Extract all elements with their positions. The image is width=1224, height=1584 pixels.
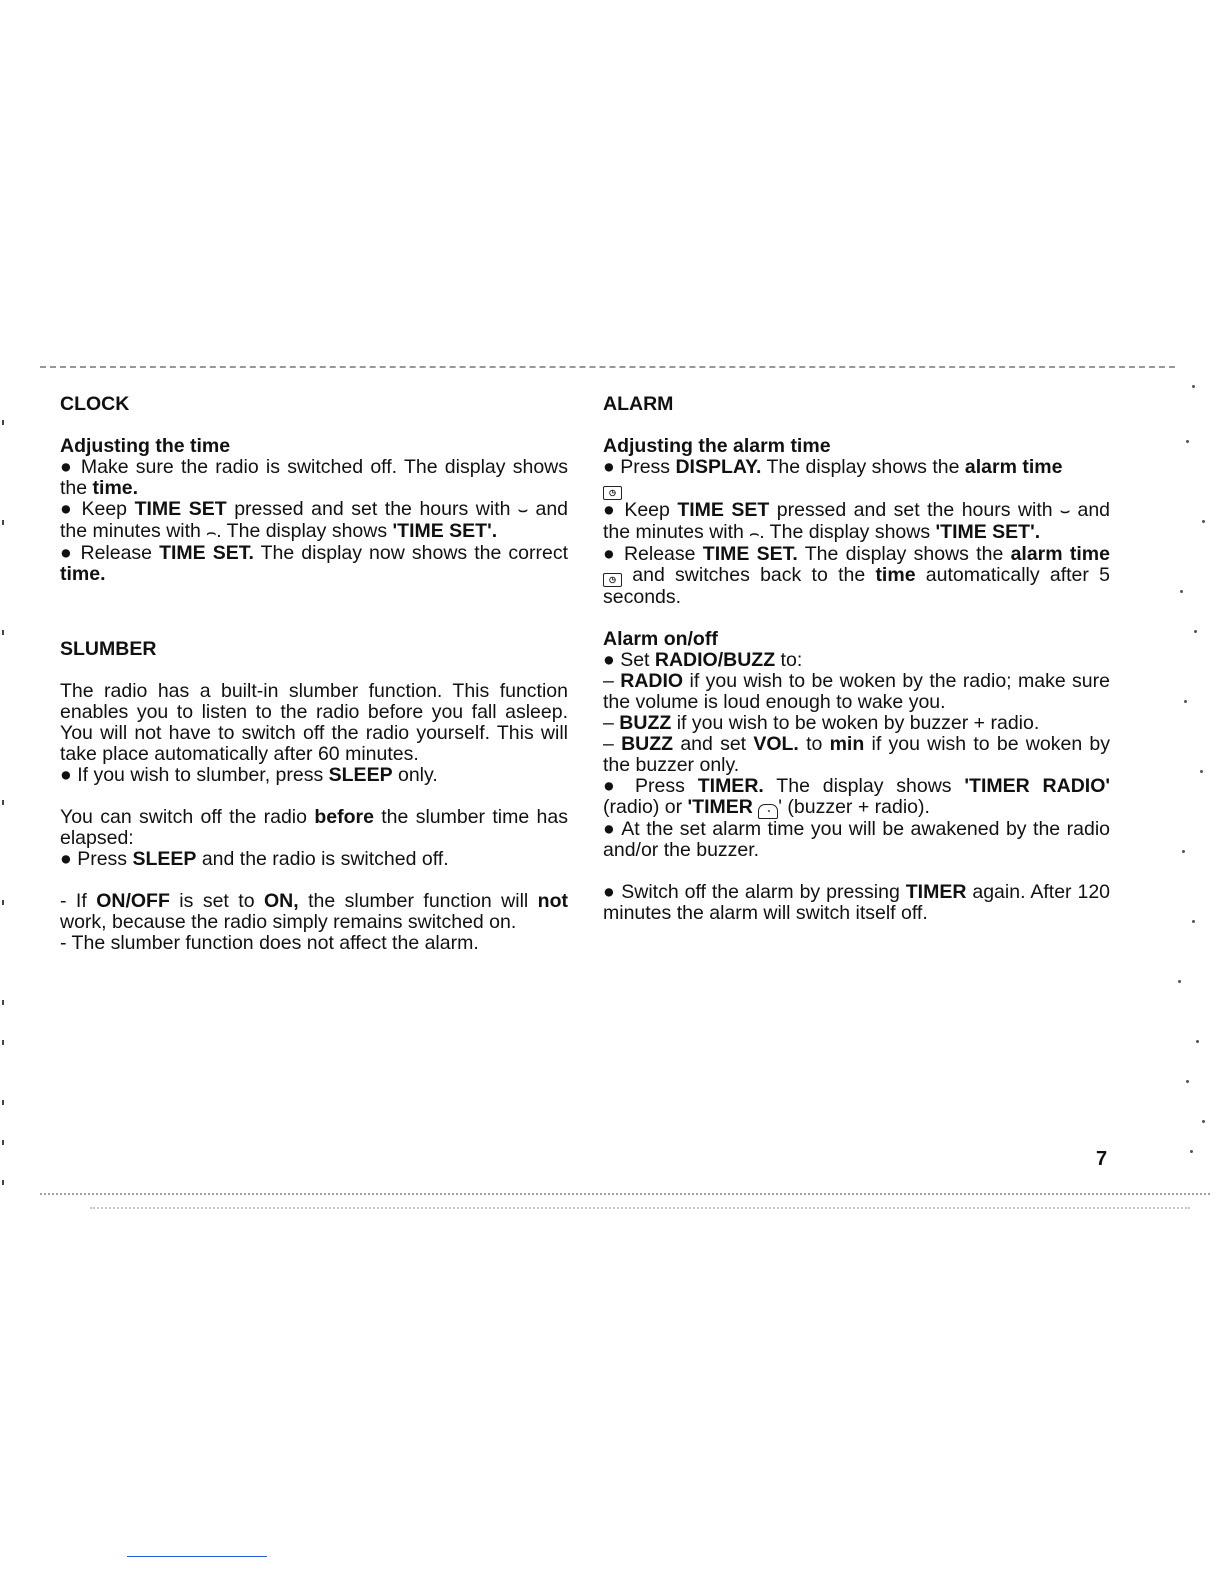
alarm-subheading: Adjusting the alarm time	[603, 435, 831, 457]
slumber-bullet-1: ● If you wish to slumber, press SLEEP only.	[60, 764, 438, 786]
alarm-display-icon: ◷	[603, 486, 622, 500]
bullet-icon: ●	[603, 818, 616, 840]
buzzer-display-icon: ◔	[758, 804, 778, 819]
scan-artifact-bottom	[40, 1193, 1210, 1195]
slumber-para-2: You can switch off the radio before the slumber time has elapsed:	[60, 806, 568, 849]
alarm-onoff-bullet-4: ● Switch off the alarm by pressing TIMER again. After 120 minutes the alarm will switch itself off.	[603, 881, 1111, 924]
bullet-icon: ●	[603, 543, 617, 565]
right-column	[603, 394, 1110, 924]
clock-bullet-1: ● Make sure the radio is switched off. The display shows the time.	[60, 456, 569, 499]
alarm-display-icon: ◷	[603, 573, 622, 587]
bullet-icon: ●	[60, 456, 74, 478]
slumber-note-1: - If ON/OFF is set to ON, the slumber function will not work, because the radio simply remains switched on.	[60, 890, 568, 933]
slumber-intro: The radio has a built-in slumber function. This function enables you to listen to the radio before you fall asleep. You will not have to switch off the radio yourself. This will take place automatically after 60 minutes.	[60, 680, 568, 765]
scan-specks-right	[1172, 380, 1212, 1180]
clock-heading: CLOCK	[60, 393, 130, 415]
bullet-icon: ●	[603, 499, 617, 521]
page-number: 7	[1096, 1148, 1108, 1170]
bullet-icon: ●	[60, 764, 72, 786]
alarm-onoff-bullet-2: ● Press TIMER. The display shows 'TIMER RADIO' (radio) or 'TIMER ◔ ' (buzzer + radio).	[603, 775, 1111, 818]
slumber-bullet-2: ● Press SLEEP and the radio is switched off.	[60, 848, 449, 870]
alarm-onoff-bullet-3: ● At the set alarm time you will be awakened by the radio and/or the buzzer.	[603, 818, 1110, 861]
bullet-icon: ●	[603, 649, 615, 671]
bullet-icon: ●	[60, 848, 72, 870]
clock-bullet-3: ● Release TIME SET. The display now shows the correct time.	[60, 542, 568, 585]
hours-symbol-icon: ⌣	[1060, 502, 1070, 520]
bullet-icon: ●	[60, 498, 74, 520]
minutes-symbol-icon: ⌢	[206, 523, 217, 541]
clock-subheading: Adjusting the time	[60, 435, 231, 457]
scan-artifact-bottom-2	[90, 1207, 1190, 1209]
alarm-onoff-dash-2: – BUZZ if you wish to be woken by buzzer + radio.	[603, 712, 1040, 734]
slumber-note-2: - The slumber function does not affect the alarm.	[60, 932, 479, 954]
alarm-bullet-3: ● Release TIME SET. The display shows the alarm time ◷ and switches back to the time automatically after 5 seconds.	[603, 543, 1110, 608]
bullet-icon: ●	[60, 542, 74, 564]
bullet-icon: ●	[603, 881, 616, 903]
alarm-bullet-2: ● Keep TIME SET pressed and set the hours with ⌣ and the minutes with ⌢. The display shows 'TIME SET'.	[603, 499, 1111, 543]
clock-bullet-2: ● Keep TIME SET pressed and set the hours with ⌣ and the minutes with ⌢. The display shows 'TIME SET'.	[60, 498, 569, 542]
scan-specks-left	[2, 420, 12, 1220]
alarm-bullet-1: ● Press DISPLAY. The display shows the alarm time ◷	[603, 457, 1110, 500]
alarm-onoff-dash-3: – BUZZ and set VOL. to min if you wish to be woken by the buzzer only.	[603, 733, 1110, 776]
bullet-icon: ●	[603, 775, 623, 797]
footer-link-underline	[127, 1556, 267, 1557]
left-column	[60, 394, 568, 954]
slumber-heading: SLUMBER	[60, 638, 157, 660]
alarm-onoff-bullet-1: ● Set RADIO/BUZZ to:	[603, 649, 803, 671]
scan-artifact-top	[40, 366, 1175, 368]
minutes-symbol-icon: ⌢	[749, 524, 760, 542]
hours-symbol-icon: ⌣	[518, 501, 528, 519]
alarm-onoff-dash-1: – RADIO if you wish to be woken by the radio; make sure the volume is loud enough to wake you.	[603, 670, 1110, 713]
bullet-icon: ●	[603, 456, 615, 478]
alarm-onoff-subheading: Alarm on/off	[603, 628, 718, 650]
alarm-heading: ALARM	[603, 393, 674, 415]
